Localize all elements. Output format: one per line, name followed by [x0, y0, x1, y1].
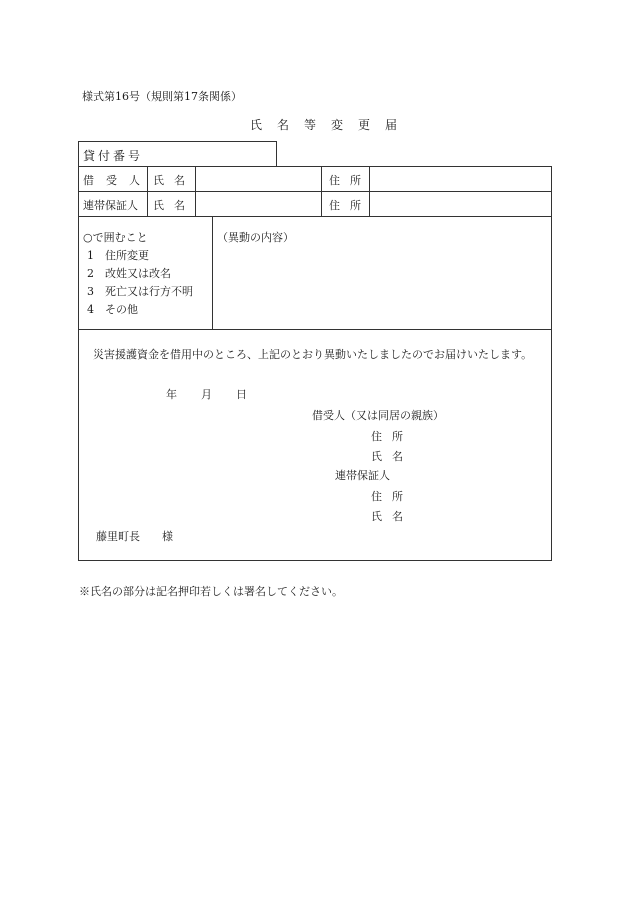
change-option-4[interactable]: 4 その他 [87, 303, 138, 316]
change-details-field[interactable] [216, 246, 548, 326]
circle-instruction: ○で囲むこと [83, 231, 148, 244]
guarantor-label: 連帯保証人 [83, 199, 138, 212]
signature-guarantor-address-label: 住所 [371, 490, 413, 503]
borrower-address-label: 住所 [329, 174, 371, 187]
form-number: 様式第16号（規則第17条関係） [82, 90, 242, 103]
change-option-1[interactable]: 1 住所変更 [87, 249, 149, 262]
guarantor-address-field[interactable] [372, 193, 549, 215]
guarantor-name-label: 氏名 [153, 199, 195, 212]
borrower-name-label: 氏名 [153, 174, 195, 187]
addressee: 藤里町長 様 [96, 530, 173, 543]
date-year-label: 年 [166, 388, 177, 401]
guarantor-address-label: 住所 [329, 199, 371, 212]
guarantor-signature-heading: 連帯保証人 [335, 469, 390, 482]
signature-guarantor-name-label: 氏名 [371, 510, 413, 523]
change-details-label: （異動の内容） [217, 231, 294, 244]
signature-borrower-name-label: 氏名 [371, 450, 413, 463]
borrower-name-field[interactable] [198, 168, 319, 190]
loan-number-label: 貸付番号 [83, 149, 144, 163]
guarantor-name-field[interactable] [198, 193, 319, 215]
borrower-address-field[interactable] [372, 168, 549, 190]
date-month-label: 月 [201, 388, 212, 401]
change-option-3[interactable]: 3 死亡又は行方不明 [87, 285, 193, 298]
date-day-label: 日 [236, 388, 247, 401]
footnote: ※氏名の部分は記名押印若しくは署名してください。 [79, 585, 343, 598]
signature-borrower-address-label: 住所 [371, 430, 413, 443]
change-option-2[interactable]: 2 改姓又は改名 [87, 267, 171, 280]
declaration-paragraph: 災害援護資金を借用中のところ、上記のとおり異動いたしましたのでお届けいたします。 [93, 348, 533, 361]
borrower-label: 借受人 [83, 174, 152, 187]
borrower-signature-heading: 借受人（又は同居の親族） [312, 409, 444, 422]
page-title: 氏名等変更届 [250, 118, 413, 132]
